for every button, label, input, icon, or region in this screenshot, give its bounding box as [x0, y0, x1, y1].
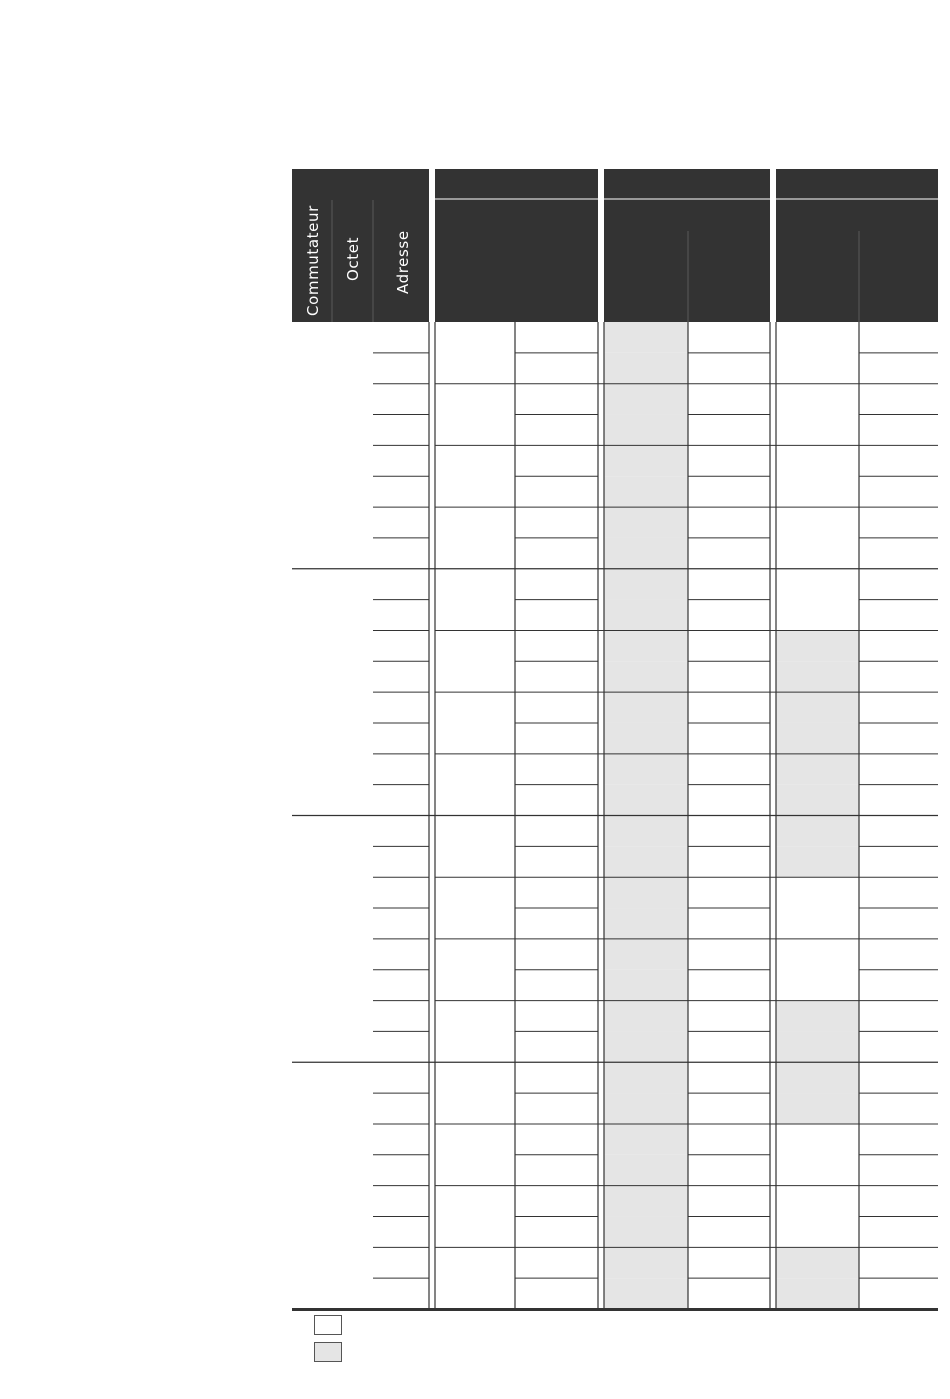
legend-unshaded-swatch [314, 1315, 342, 1335]
shaded-cell [604, 1278, 688, 1309]
header-gap-3 [770, 169, 776, 322]
shaded-cell [604, 692, 688, 723]
shaded-cell [604, 1186, 688, 1217]
shaded-cell [604, 1031, 688, 1062]
shaded-cell [604, 507, 688, 538]
shaded-cell [776, 1093, 859, 1124]
shaded-cell [604, 970, 688, 1001]
shaded-cell [604, 538, 688, 569]
shaded-cell [604, 908, 688, 939]
table-bottom-rule [292, 1308, 938, 1311]
legend-shaded-swatch [314, 1342, 342, 1362]
shaded-cell [776, 1001, 859, 1032]
table-header [292, 169, 938, 322]
adresse-header: Adresse [394, 230, 412, 294]
commutateur-header: Commutateur [304, 205, 322, 316]
shaded-cell [604, 1001, 688, 1032]
shaded-cell [604, 1247, 688, 1278]
header-gap-2 [598, 169, 604, 322]
shaded-cell [776, 723, 859, 754]
shaded-cell [604, 1155, 688, 1186]
shaded-cell [604, 785, 688, 816]
shaded-cell [776, 785, 859, 816]
shaded-cell [604, 754, 688, 785]
header-gap-1 [429, 169, 435, 322]
shaded-cell [604, 816, 688, 847]
shaded-cell [604, 939, 688, 970]
header-background [292, 169, 938, 322]
shaded-cell [776, 1247, 859, 1278]
shaded-cell [604, 661, 688, 692]
shaded-cell [604, 322, 688, 353]
shaded-cell [604, 1124, 688, 1155]
shaded-cell [776, 1031, 859, 1062]
shaded-cell [604, 353, 688, 384]
shaded-cell [604, 476, 688, 507]
shaded-cell [776, 692, 859, 723]
shaded-cell [604, 630, 688, 661]
shaded-cell [604, 384, 688, 415]
shaded-cell [604, 415, 688, 446]
shaded-cell [604, 445, 688, 476]
shaded-cell [604, 1216, 688, 1247]
shaded-cell [776, 630, 859, 661]
shaded-cell [776, 816, 859, 847]
shaded-cell [776, 1062, 859, 1093]
shaded-cell [604, 1062, 688, 1093]
shaded-cell [604, 600, 688, 631]
shaded-cell [776, 661, 859, 692]
shaded-cell [776, 1278, 859, 1309]
table-body [292, 322, 938, 1311]
octet-header: Octet [344, 236, 362, 281]
shaded-cell [604, 569, 688, 600]
shaded-cell [776, 846, 859, 877]
shaded-cell [604, 723, 688, 754]
shaded-cell [604, 877, 688, 908]
shaded-cell [776, 754, 859, 785]
shaded-cell [604, 846, 688, 877]
shaded-cell [604, 1093, 688, 1124]
